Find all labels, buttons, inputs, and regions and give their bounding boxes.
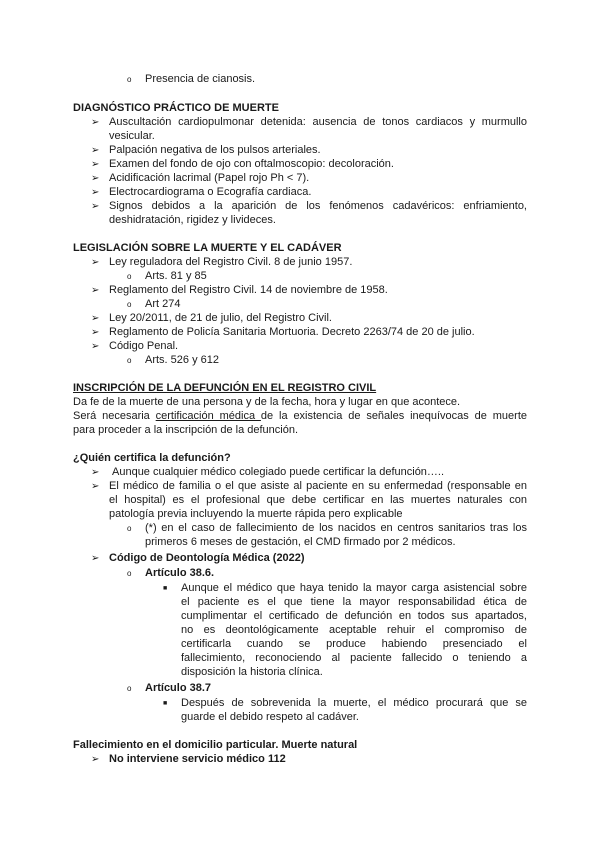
article-text: Aunque el médico que haya tenido la mayor carga asistencial sobre <box>181 582 527 594</box>
arrow-bullet: ➢ <box>91 159 100 170</box>
list-item: Palpación negativa de los pulsos arteriales. <box>109 144 321 156</box>
text: Será necesaria <box>73 410 156 422</box>
sub-item: Arts. 526 y 612 <box>145 354 219 366</box>
list-item: Ley 20/2011, de 21 de julio, del Registro Civil. <box>109 312 332 324</box>
section-heading: ¿Quién certifica la defunción? <box>73 452 231 464</box>
section-heading: INSCRIPCIÓN DE LA DEFUNCIÓN EN EL REGISTRO CIVIL <box>73 382 377 394</box>
paragraph-line <box>73 409 527 423</box>
arrow-bullet: ➢ <box>91 553 100 564</box>
arrow-bullet: ➢ <box>91 201 100 212</box>
arrow-bullet: ➢ <box>91 117 100 128</box>
list-item: Examen del fondo de ojo con oftalmoscopio: decoloración. <box>109 158 394 170</box>
arrow-bullet: ➢ <box>91 257 100 268</box>
square-bullet: ■ <box>163 585 168 592</box>
sub-item-cont: primeros 6 meses de gestación, el CMD firmado por 2 médicos. <box>145 536 456 548</box>
arrow-bullet: ➢ <box>91 341 100 352</box>
article-text: no es deontológicamente aceptable rehuir el compromiso de <box>181 624 527 636</box>
article-text: guarde el debido respeto al cadáver. <box>181 711 359 723</box>
list-item: Electrocardiograma o Ecografía cardiaca. <box>109 186 312 198</box>
sub-bullet: o <box>127 524 132 533</box>
article-text: certificarla cuando se produce habiendo presenciado el <box>181 638 527 650</box>
section-heading: LEGISLACIÓN SOBRE LA MUERTE Y EL CADÁVER <box>73 242 342 254</box>
sub-bullet: o <box>127 356 132 365</box>
sub-bullet: o <box>127 300 132 309</box>
list-item: El médico de familia o el que asiste al paciente en su enfermedad (responsable en <box>109 480 527 492</box>
list-item: Reglamento del Registro Civil. 14 de noviembre de 1958. <box>109 284 388 296</box>
arrow-bullet: ➢ <box>91 173 100 184</box>
sub-item: Art 274 <box>145 298 181 310</box>
list-item-cont: el hospital) es el profesional que debe certificar en las muertes naturales con <box>109 494 527 506</box>
article-text: Después de sobrevenida la muerte, el médico procurará que se <box>181 697 527 709</box>
list-item: Signos debidos a la aparición de los fenómenos cadavéricos: enfriamiento, <box>109 200 527 212</box>
arrow-bullet: ➢ <box>91 754 100 765</box>
arrow-bullet: ➢ <box>91 327 100 338</box>
arrow-bullet: ➢ <box>91 481 100 492</box>
arrow-bullet: ➢ <box>91 145 100 156</box>
text: de la existencia de señales inequívocas de muerte <box>260 410 527 422</box>
sub-bullet: o <box>127 75 132 84</box>
list-item: Ley reguladora del Registro Civil. 8 de junio 1957. <box>109 256 353 268</box>
list-item-cont: vesicular. <box>109 130 155 142</box>
list-item: Auscultación cardiopulmonar detenida: ausencia de tonos cardiacos y murmullo <box>109 116 527 128</box>
sub-bullet: o <box>127 272 132 281</box>
paragraph-line: Da fe de la muerte de una persona y de la fecha, hora y lugar en que acontece. <box>73 396 461 408</box>
article-heading: Artículo 38.7 <box>145 682 212 694</box>
square-bullet: ■ <box>163 700 168 707</box>
list-item: No interviene servicio médico 112 <box>109 753 286 765</box>
certificacion-link: certificación médica <box>155 410 261 422</box>
section-heading: Fallecimiento en el domicilio particular. Muerte natural <box>73 739 358 751</box>
list-item: Aunque cualquier médico colegiado puede certificar la defunción….. <box>112 466 445 478</box>
paragraph-line: para proceder a la inscripción de la defunción. <box>73 424 299 436</box>
article-text: disposición la historia clínica. <box>181 666 323 678</box>
arrow-bullet: ➢ <box>91 285 100 296</box>
list-item: Reglamento de Policía Sanitaria Mortuoria. Decreto 2263/74 de 20 de julio. <box>109 326 475 338</box>
list-item: Código Penal. <box>109 340 179 352</box>
list-item-cont: deshidratación, rigidez y livideces. <box>109 214 276 226</box>
sub-bullet: o <box>127 684 132 693</box>
arrow-bullet: ➢ <box>91 187 100 198</box>
list-item: Acidificación lacrimal (Papel rojo Ph < 7). <box>109 172 310 184</box>
section-heading: DIAGNÓSTICO PRÁCTICO DE MUERTE <box>73 102 279 114</box>
article-text: fallecimiento, reconociendo al paciente fallecido o teniendo a <box>181 652 527 664</box>
list-item: Presencia de cianosis. <box>145 73 256 85</box>
arrow-bullet: ➢ <box>91 313 100 324</box>
subsection-heading: Código de Deontología Médica (2022) <box>109 552 305 564</box>
article-text: cumplimentar el certificado de defunción en todos sus apartados, <box>181 610 527 622</box>
sub-item: (*) en el caso de fallecimiento de los nacidos en centros sanitarios tras los <box>145 522 527 534</box>
article-heading: Artículo 38.6. <box>145 567 215 579</box>
arrow-bullet: ➢ <box>91 467 100 478</box>
article-text: el paciente es el que tiene la mayor responsabilidad ética de <box>181 596 527 608</box>
sub-item: Arts. 81 y 85 <box>145 270 207 282</box>
list-item-cont: patología previa incluyendo la muerte rápida pero explicable <box>109 508 403 520</box>
sub-bullet: o <box>127 569 132 578</box>
